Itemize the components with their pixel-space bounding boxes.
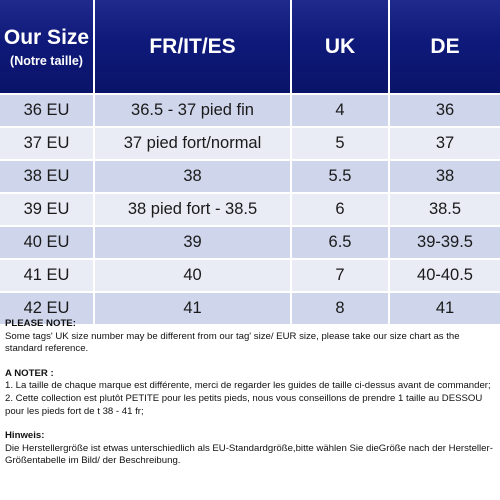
cell-our-size: 40 EU	[0, 226, 94, 259]
french-note-line-1: 1. La taille de chaque marque est différente, merci de regarder les guides de taille ci-dessus avant de commander;	[5, 380, 491, 392]
cell-fr-it-es: 39	[94, 226, 291, 259]
cell-de: 38.5	[389, 193, 500, 226]
german-note-text: Die Herstellergröße ist etwas unterschiedlich als EU-Standardgröße,bitte wählen Sie dieGröße nach der Hersteller-Größentabelle im Bild/ der Beschreibung.	[5, 442, 493, 467]
table-row	[0, 94, 500, 127]
cell-de: 41	[389, 292, 500, 324]
cell-uk: 8	[291, 292, 389, 324]
german-note-heading: Hinweis:	[5, 430, 45, 442]
header-our-size-label: Our Size	[3, 25, 90, 49]
cell-uk: 6	[291, 193, 389, 226]
header-fr-it-es-label: FR/IT/ES	[149, 34, 236, 58]
header-uk-label: UK	[324, 34, 356, 58]
cell-fr-it-es: 41	[94, 292, 291, 324]
header-our-size	[0, 0, 94, 94]
french-note-heading: A NOTER :	[5, 367, 54, 379]
table-row	[0, 160, 500, 193]
french-note-line-2: 2. Cette collection est plutôt PETITE pour les petits pieds, nous vous conseillons de prendre 1 taille au DESSOU pour les pieds fort de t 38 - 41 fr;	[5, 392, 483, 417]
cell-our-size: 38 EU	[0, 160, 94, 193]
cell-our-size: 39 EU	[0, 193, 94, 226]
cell-our-size: 37 EU	[0, 127, 94, 160]
cell-fr-it-es: 40	[94, 259, 291, 292]
header-uk	[291, 0, 389, 94]
table-row	[0, 127, 500, 160]
cell-fr-it-es: 37 pied fort/normal	[94, 127, 291, 160]
table-row	[0, 193, 500, 226]
table-row	[0, 226, 500, 259]
cell-de: 40-40.5	[389, 259, 500, 292]
english-note-heading: PLEASE NOTE:	[5, 318, 76, 329]
header-fr-it-es	[94, 0, 291, 94]
cell-uk: 6.5	[291, 226, 389, 259]
cell-our-size: 36 EU	[0, 94, 94, 127]
header-our-size-sublabel: (Notre taille)	[10, 53, 83, 68]
cell-our-size: 42 EU	[0, 292, 94, 324]
notes-section	[5, 318, 497, 468]
table-row	[0, 259, 500, 292]
cell-fr-it-es: 38	[94, 160, 291, 193]
cell-de: 37	[389, 127, 500, 160]
header-de	[389, 0, 500, 94]
table-header-row	[0, 0, 500, 94]
cell-our-size: 41 EU	[0, 259, 94, 292]
notes-spacer	[5, 356, 497, 368]
cell-fr-it-es: 36.5 - 37 pied fin	[94, 94, 291, 127]
cell-fr-it-es: 38 pied fort - 38.5	[94, 193, 291, 226]
header-de-label: DE	[430, 34, 460, 58]
english-note-text: Some tags' UK size number may be different from our tag' size/ EUR size, please take our size chart as the standard reference.	[5, 330, 460, 355]
cell-de: 36	[389, 94, 500, 127]
cell-de: 39-39.5	[389, 226, 500, 259]
notes-spacer	[5, 418, 497, 430]
cell-de: 38	[389, 160, 500, 193]
cell-uk: 7	[291, 259, 389, 292]
cell-uk: 5.5	[291, 160, 389, 193]
cell-uk: 4	[291, 94, 389, 127]
cell-uk: 5	[291, 127, 389, 160]
